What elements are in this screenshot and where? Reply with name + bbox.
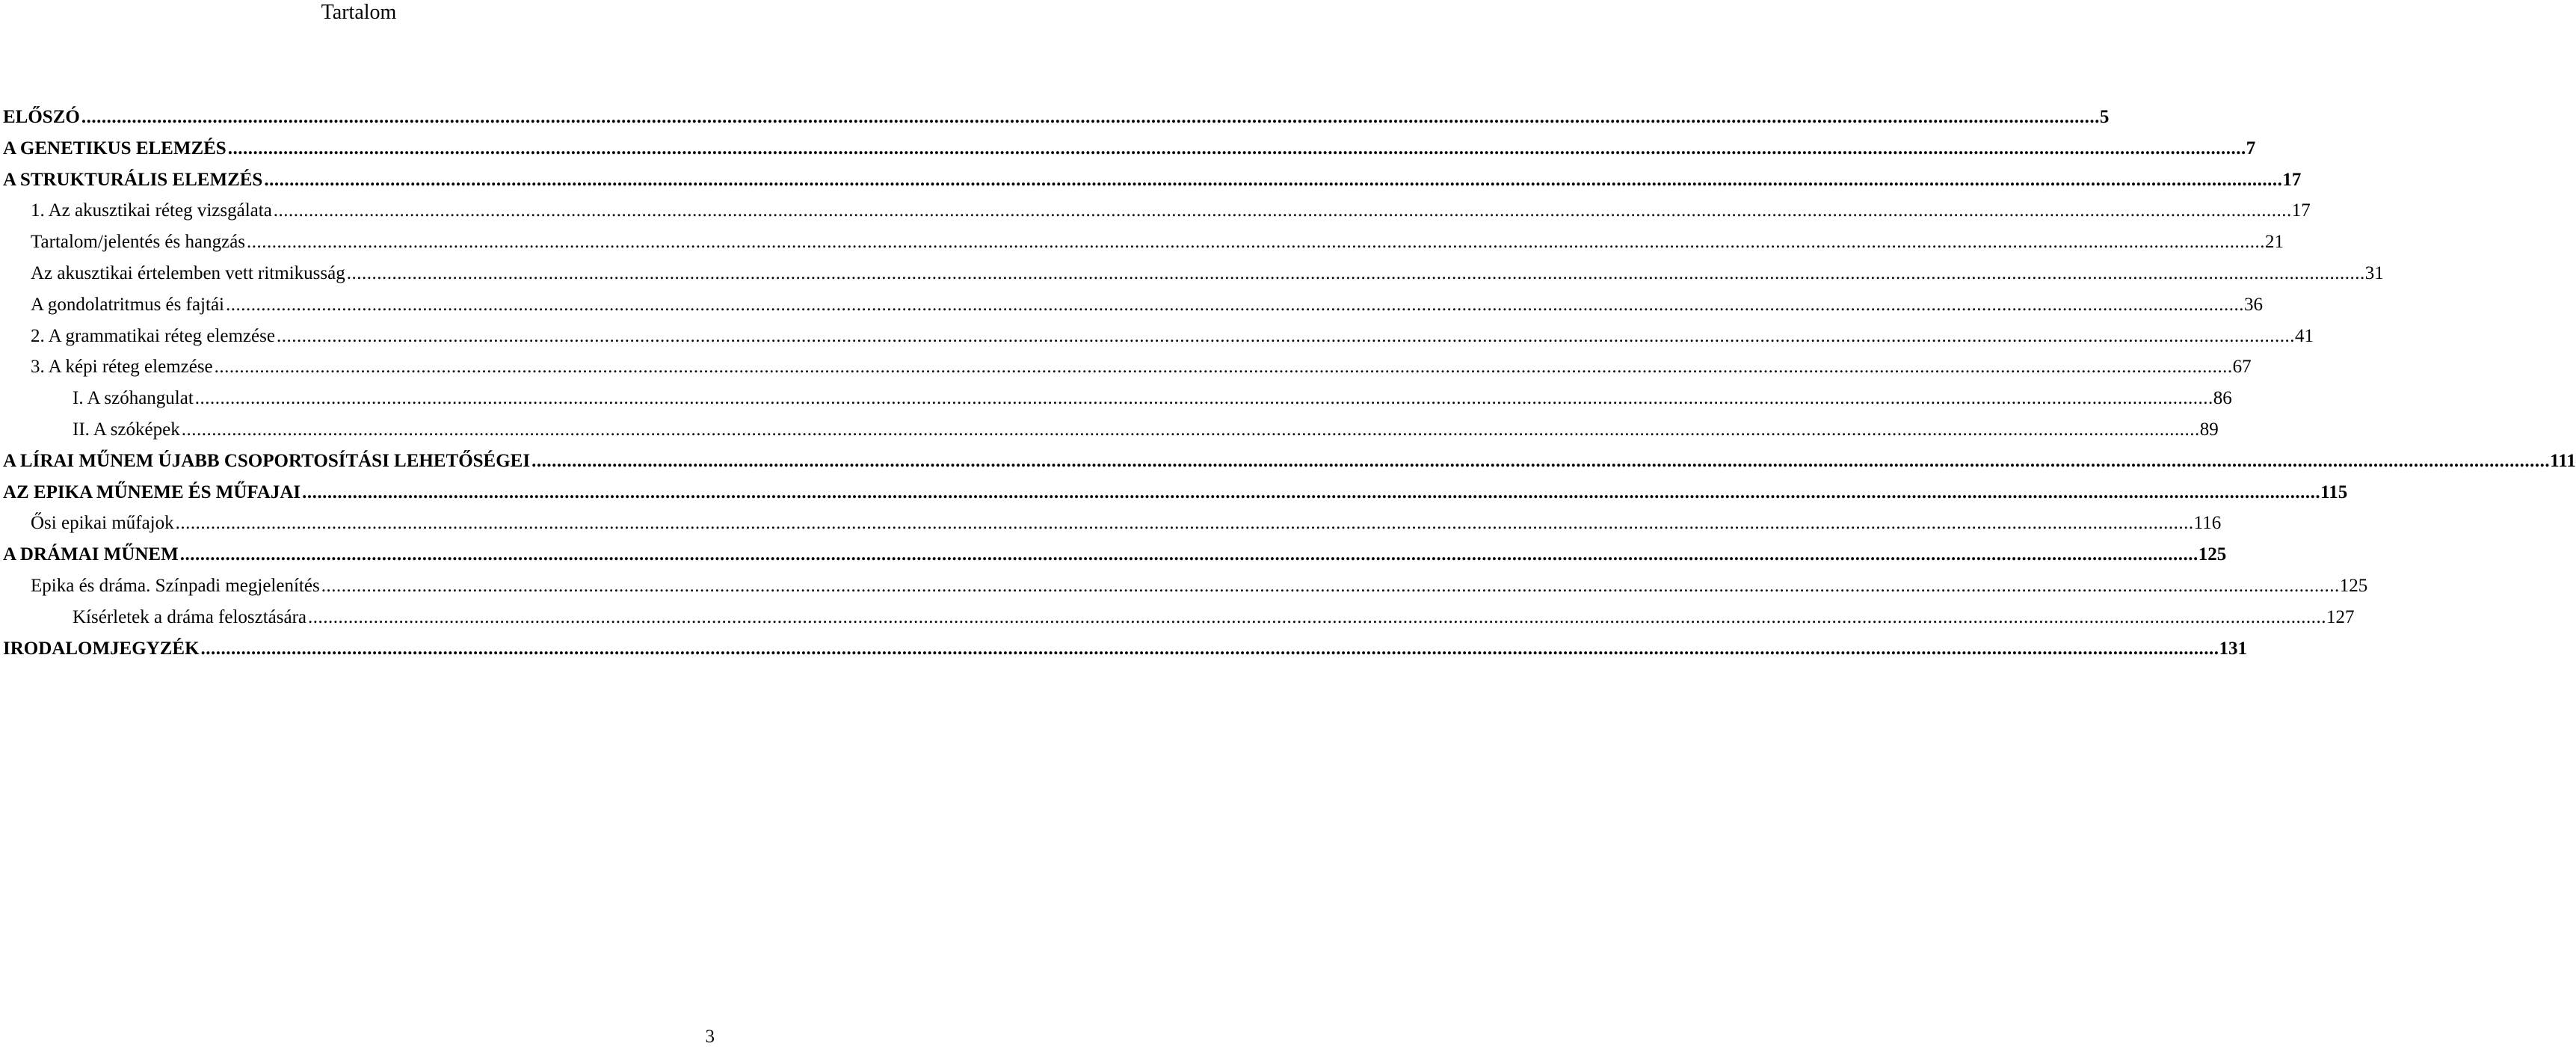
toc-dot-leader: ................................................................................................................................................................................................................................................................................................................................................................................................................ xyxy=(179,544,2198,565)
toc-entry-page: 111 xyxy=(2550,450,2576,471)
toc-entry-label: A LÍRAI MŰNEM ÚJABB CSOPORTOSÍTÁSI LEHETŐSÉGEI xyxy=(3,450,531,471)
toc-entry-label: Tartalom/jelentés és hangzás xyxy=(31,232,246,253)
toc-entry[interactable] xyxy=(0,351,2252,383)
toc-entry-page: 7 xyxy=(2246,138,2256,159)
toc-entry-page: 125 xyxy=(2339,575,2368,596)
toc-entry[interactable] xyxy=(0,133,2256,164)
toc-entry[interactable] xyxy=(0,446,2576,477)
toc-entry-page: 67 xyxy=(2232,357,2252,378)
toc-entry-page: 36 xyxy=(2243,294,2263,315)
toc-dot-leader: ................................................................................................................................................................................................................................................................................................................................................................................................................ xyxy=(321,575,2340,596)
toc-dot-leader: ................................................................................................................................................................................................................................................................................................................................................................................................................ xyxy=(194,388,2213,409)
toc-dot-leader: ................................................................................................................................................................................................................................................................................................................................................................................................................ xyxy=(200,638,2219,659)
toc-entry[interactable] xyxy=(0,102,2110,133)
toc-entry-page: 17 xyxy=(2282,169,2302,190)
page-number: 3 xyxy=(705,1027,715,1047)
toc-dot-leader: ................................................................................................................................................................................................................................................................................................................................................................................................................ xyxy=(214,357,2233,378)
toc-dot-leader: ................................................................................................................................................................................................................................................................................................................................................................................................................ xyxy=(81,107,2100,127)
toc-entry-page: 86 xyxy=(2213,388,2232,409)
toc-entry-label: I. A szóhangulat xyxy=(73,388,194,409)
toc-entry-page: 125 xyxy=(2198,544,2227,565)
toc-dot-leader: ................................................................................................................................................................................................................................................................................................................................................................................................................ xyxy=(273,200,2292,221)
toc-dot-leader: ................................................................................................................................................................................................................................................................................................................................................................................................................ xyxy=(227,138,2246,159)
toc-entry-page: 17 xyxy=(2291,200,2311,221)
toc-entry[interactable] xyxy=(0,383,2232,414)
toc-entry-label: Az akusztikai értelemben vett ritmikusság xyxy=(31,262,345,283)
toc-entry[interactable] xyxy=(0,289,2263,321)
toc-entry[interactable] xyxy=(0,570,2368,602)
toc-entry-page: 21 xyxy=(2265,232,2284,253)
toc-entry[interactable] xyxy=(0,227,2284,258)
toc-dot-leader: ................................................................................................................................................................................................................................................................................................................................................................................................................ xyxy=(531,450,2551,471)
toc-entry[interactable] xyxy=(0,414,2219,446)
toc-dot-leader: ................................................................................................................................................................................................................................................................................................................................................................................................................ xyxy=(181,419,2200,440)
toc-entry[interactable] xyxy=(0,508,2222,539)
toc-entry[interactable] xyxy=(0,258,2384,289)
toc-entry[interactable] xyxy=(0,602,2355,633)
toc-entry-label: A STRUKTURÁLIS ELEMZÉS xyxy=(3,169,263,190)
table-of-contents xyxy=(0,102,2576,664)
toc-entry-label: A gondolatritmus és fajtái xyxy=(31,294,224,315)
toc-entry-page: 41 xyxy=(2294,325,2314,346)
toc-entry[interactable] xyxy=(0,633,2248,665)
toc-entry-label: 3. A képi réteg elemzése xyxy=(31,357,213,378)
toc-dot-leader: ................................................................................................................................................................................................................................................................................................................................................................................................................ xyxy=(308,606,2327,627)
toc-entry-label: 2. A grammatikai réteg elemzése xyxy=(31,325,275,346)
toc-entry-page: 89 xyxy=(2199,419,2219,440)
toc-entry-label: AZ EPIKA MŰNEME ÉS MŰFAJAI xyxy=(3,482,301,502)
toc-dot-leader: ................................................................................................................................................................................................................................................................................................................................................................................................................ xyxy=(302,482,2321,502)
toc-dot-leader: ................................................................................................................................................................................................................................................................................................................................................................................................................ xyxy=(346,262,2365,283)
toc-dot-leader: ................................................................................................................................................................................................................................................................................................................................................................................................................ xyxy=(247,232,2266,253)
toc-entry-page: 31 xyxy=(2364,262,2384,283)
toc-entry-page: 115 xyxy=(2320,482,2348,502)
toc-entry-label: Epika és dráma. Színpadi megjelenítés xyxy=(31,575,320,596)
toc-dot-leader: ................................................................................................................................................................................................................................................................................................................................................................................................................ xyxy=(175,513,2194,534)
toc-entry-label: II. A szóképek xyxy=(73,419,180,440)
toc-entry[interactable] xyxy=(0,539,2227,570)
toc-entry-label: A GENETIKUS ELEMZÉS xyxy=(3,138,227,159)
toc-entry[interactable] xyxy=(0,195,2311,227)
toc-entry[interactable] xyxy=(0,164,2302,196)
toc-entry-label: 1. Az akusztikai réteg vizsgálata xyxy=(31,200,272,221)
toc-dot-leader: ................................................................................................................................................................................................................................................................................................................................................................................................................ xyxy=(264,169,2283,190)
toc-entry-label: ELŐSZÓ xyxy=(3,107,80,127)
toc-entry-label: IRODALOMJEGYZÉK xyxy=(3,638,200,659)
toc-entry-label: Ősi epikai műfajok xyxy=(31,513,174,534)
toc-entry[interactable] xyxy=(0,321,2314,352)
toc-entry-label: A DRÁMAI MŰNEM xyxy=(3,544,179,565)
toc-entry-page: 127 xyxy=(2326,606,2355,627)
toc-entry-page: 5 xyxy=(2099,107,2110,127)
toc-dot-leader: ................................................................................................................................................................................................................................................................................................................................................................................................................ xyxy=(225,294,2244,315)
page-title: Tartalom xyxy=(321,1,397,24)
toc-entry[interactable] xyxy=(0,477,2348,508)
toc-entry-page: 116 xyxy=(2193,513,2222,534)
toc-entry-page: 131 xyxy=(2219,638,2248,659)
toc-dot-leader: ................................................................................................................................................................................................................................................................................................................................................................................................................ xyxy=(276,325,2295,346)
toc-entry-label: Kísérletek a dráma felosztására xyxy=(73,606,307,627)
